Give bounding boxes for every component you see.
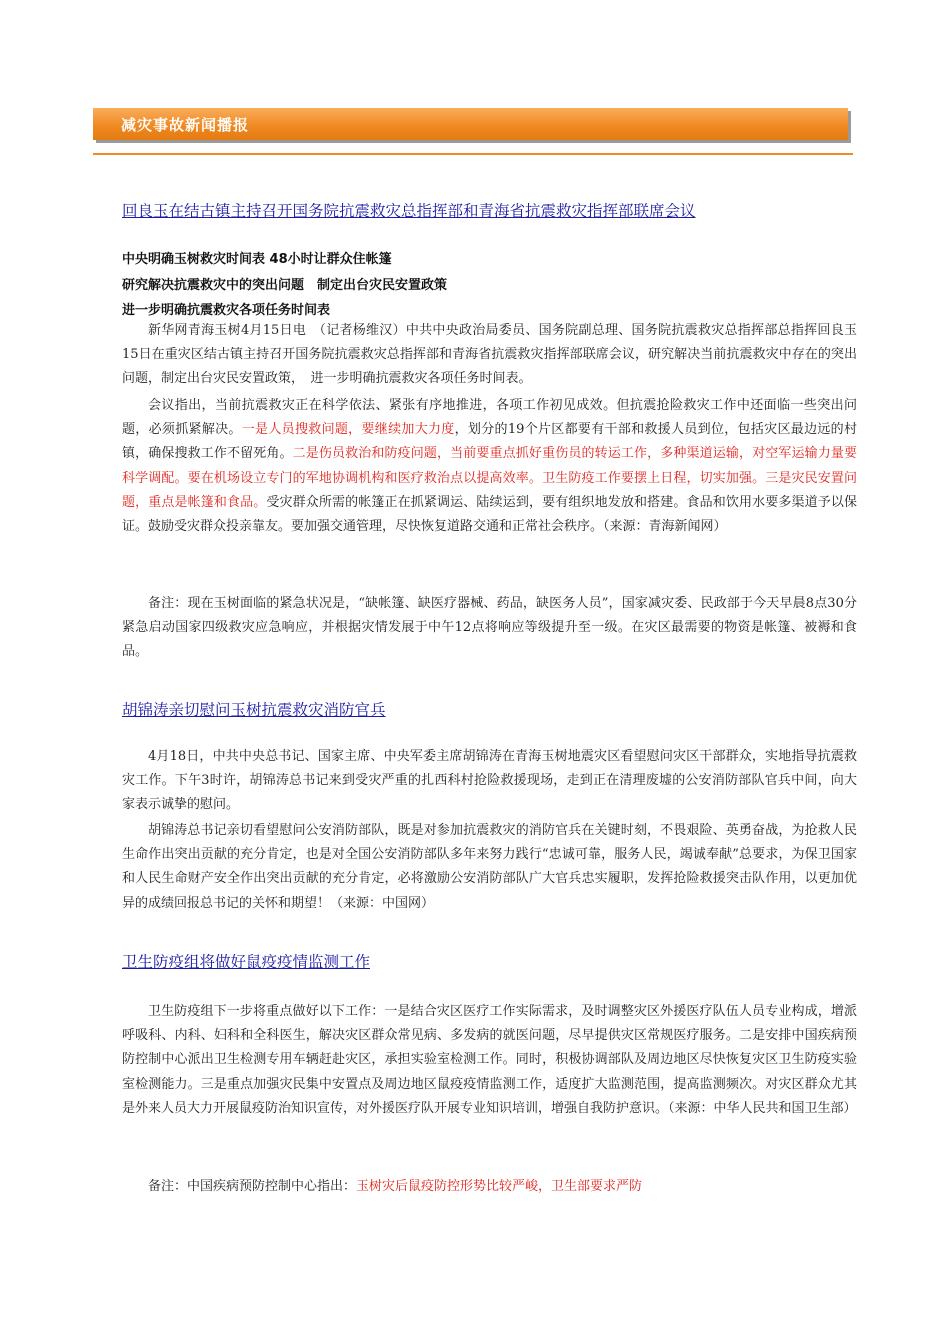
article-1-paragraph-2 [122,394,857,539]
article-1-subhead-3: 进一步明确抗震救灾各项任务时间表 [122,303,331,318]
article-3-note [122,1175,857,1199]
article-1-p2-highlight-2: 二是伤员救治和防疫问题，当前要重点抓好重伤员的转运工作，多种渠道运输，对空军运输力量要科学调配。要在机场设立专门的军地协调机构和医疗救治点以提高效率。卫生防疫工作要摆上日程，切实加强。三是灾民安置问题，重点是帐篷和食品。 [122,446,857,510]
article-1-subhead-1: 中央明确玉树救灾时间表 48小时让群众住帐篷 [122,252,392,267]
article-1-p2-text-e: 受灾群众所需的帐篷正在抓紧调运、陆续运到，要有组织地发放和搭建。食品和饮用水要多渠道予以保证。鼓励受灾群众投亲靠友。要加强交通管理，尽快恢复道路交通和正常社会秩序。（来源：青海新闻网） [122,494,857,535]
article-2-headline-link[interactable]: 胡锦涛亲切慰问玉树抗震救灾消防官兵 [122,701,386,719]
article-1-p2-text-c: ，划分的19个片区都要有干部和救援人员到位，包括灾区最边远的村镇，确保搜救工作不留死角。 [122,422,857,462]
article-3-note-highlight: 玉树灾后鼠疫防控形势比较严峻，卫生部要求严防 [356,1179,643,1194]
article-1-subhead-2: 研究解决抗震救灾中的突出问题 制定出台灾民安置政策 [122,278,448,293]
article-1-paragraph-1: 新华网青海玉树4月15日电 （记者杨维汉）中共中央政治局委员、国务院副总理、国务院抗震救灾总指挥部总指挥回良玉15日在重灾区结古镇主持召开国务院抗震救灾总指挥部和青海省抗震救灾指挥部联席会议，研究解决当前抗震救灾中存在的突出问题，制定出台灾民安置政策， 进一步明确抗震救灾各项任务时间表。 [122,323,857,387]
article-1-p2-highlight-1: 一是人员搜救问题，要继续加大力度 [241,422,455,438]
article-1-headline-link[interactable]: 回良玉在结古镇主持召开国务院抗震救灾总指挥部和青海省抗震救灾指挥部联席会议 [122,202,696,220]
article-2-paragraph-1: 4月18日，中共中央总书记、国家主席、中央军委主席胡锦涛在青海玉树地震灾区看望慰问灾区干部群众，实地指导抗震救灾工作。下午3时许，胡锦涛总书记来到受灾严重的扎西科村抢险救援现场，走到正在清理废墟的公安消防部队官兵中间，向大家表示诚挚的慰问。 [122,749,857,813]
section-title: 减灾事故新闻播报 [121,116,250,134]
article-3-note-text: 备注：中国疾病预防控制中心指出： [148,1179,357,1194]
section-divider [93,153,853,155]
article-1-note: 备注：现在玉树面临的紧急状况是，“缺帐篷、缺医疗器械、药品，缺医务人员”，国家减灾委、民政部于今天早晨8点30分紧急启动国家四级救灾应急响应，并根据灾情发展于中午12点将响应等级提升至一级。在灾区最需要的物资是帐篷、被褥和食品。 [122,596,857,660]
article-3-headline-link[interactable]: 卫生防疫组将做好鼠疫疫情监测工作 [122,953,371,971]
article-1-p2-text-a: 会议指出，当前抗震救灾正在科学依法、紧张有序地推进，各项工作初见成效。但抗震抢险救灾工作中还面临一些突出问题，必须抓紧解决。 [122,398,857,438]
article-3-paragraph-1: 卫生防疫组下一步将重点做好以下工作：一是结合灾区医疗工作实际需求，及时调整灾区外援医疗队伍人员专业构成，增派呼吸科、内科、妇科和全科医生，解决灾区群众常见病、多发病的就医问题，尽早提供灾区常规医疗服务。二是安排中国疾病预防控制中心派出卫生检测专用车辆赶赴灾区，承担实验室检测工作。同时，积极协调部队及周边地区尽快恢复灾区卫生防疫实验室检测能力。三是重点加强灾民集中安置点及周边地区鼠疫疫情监测工作，适度扩大监测范围，提高监测频次。对灾区群众尤其是外来人员大力开展鼠疫防治知识宣传，对外援医疗队开展专业知识培训，增强自我防护意识。（来源：中华人民共和国卫生部） [122,1004,857,1116]
article-2-paragraph-2: 胡锦涛总书记亲切看望慰问公安消防部队，既是对参加抗震救灾的消防官兵在关键时刻，不畏艰险、英勇奋战，为抢救人民生命作出突出贡献的充分肯定，也是对全国公安消防部队多年来努力践行“忠诚可靠，服务人民，竭诚奉献”总要求，为保卫国家和人民生命财产安全作出突出贡献的充分肯定，必将激励公安消防部队广大官兵忠实履职，发挥抢险救援突击队作用，以更加优异的成绩回报总书记的关怀和期望！（来源：中国网） [122,823,857,911]
section-banner [93,108,848,140]
